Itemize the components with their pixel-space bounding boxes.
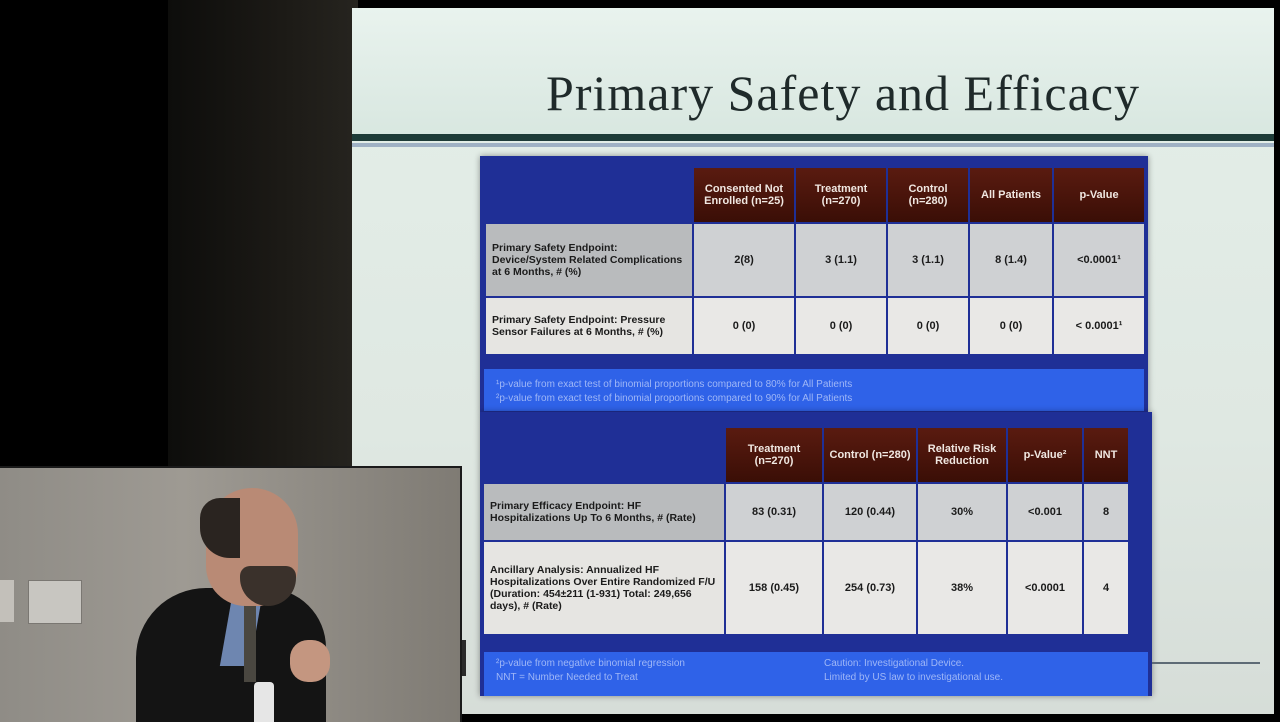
- footnote: ²p-value from exact test of binomial proportions compared to 90% for All Patients: [496, 393, 853, 404]
- header-blank: [484, 428, 724, 482]
- cell: < 0.0001¹: [1054, 298, 1144, 354]
- header-treatment: Treatment (n=270): [796, 168, 886, 222]
- cell: 0 (0): [970, 298, 1052, 354]
- speaker-hand: [290, 640, 330, 682]
- header-p-value: p-Value: [1054, 168, 1144, 222]
- header-control: Control (n=280): [888, 168, 968, 222]
- row-label: Primary Safety Endpoint: Device/System Related Complications at 6 Months, # (%): [486, 224, 692, 296]
- cell: 38%: [918, 542, 1006, 634]
- wall-plate-left: [0, 580, 14, 622]
- bottom-rule: [1152, 662, 1260, 664]
- title-band: [352, 8, 1274, 136]
- cell: <0.0001: [1008, 542, 1082, 634]
- cell: 8: [1084, 484, 1128, 540]
- footnote: ¹p-value from exact test of binomial proportions compared to 80% for All Patients: [496, 379, 853, 390]
- cell: 3 (1.1): [796, 224, 886, 296]
- speaker-video-inset: [0, 466, 462, 722]
- water-bottle: [254, 682, 274, 722]
- table-row: [486, 298, 1144, 354]
- cell: <0.001: [1008, 484, 1082, 540]
- header-blank: [486, 168, 692, 222]
- speaker-tie: [244, 602, 256, 682]
- header-p-value: p-Value²: [1008, 428, 1082, 482]
- cell: 120 (0.44): [824, 484, 916, 540]
- header-consented: Consented Not Enrolled (n=25): [694, 168, 794, 222]
- title-rule-dark: [352, 134, 1274, 141]
- header-nnt: NNT: [1084, 428, 1128, 482]
- safety-table: [484, 166, 1146, 356]
- projection-screen: [352, 8, 1274, 714]
- cell: 4: [1084, 542, 1128, 634]
- cell: 0 (0): [888, 298, 968, 354]
- header-rrr: Relative Risk Reduction: [918, 428, 1006, 482]
- auditorium-wall: [168, 0, 358, 470]
- safety-footnotes: [484, 369, 1144, 411]
- table-row: [486, 224, 1144, 296]
- efficacy-footnotes: [484, 652, 1148, 696]
- row-label: Primary Safety Endpoint: Pressure Sensor Failures at 6 Months, # (%): [486, 298, 692, 354]
- footnote: ²p-value from negative binomial regression: [496, 658, 685, 669]
- cell: 254 (0.73): [824, 542, 916, 634]
- footnote: NNT = Number Needed to Treat: [496, 672, 638, 683]
- cell: 83 (0.31): [726, 484, 822, 540]
- cell: 2(8): [694, 224, 794, 296]
- table-row: [484, 542, 1128, 634]
- cell: <0.0001¹: [1054, 224, 1144, 296]
- cell: 30%: [918, 484, 1006, 540]
- safety-table-panel: [480, 156, 1148, 412]
- efficacy-table-panel: [480, 412, 1152, 696]
- cell: 158 (0.45): [726, 542, 822, 634]
- cell: 0 (0): [796, 298, 886, 354]
- row-label: Primary Efficacy Endpoint: HF Hospitalizations Up To 6 Months, # (Rate): [484, 484, 724, 540]
- caution-note: Limited by US law to investigational use.: [824, 672, 1003, 683]
- header-all-patients: All Patients: [970, 168, 1052, 222]
- wall-switch-plate: [28, 580, 82, 624]
- cell: 0 (0): [694, 298, 794, 354]
- cell: 3 (1.1): [888, 224, 968, 296]
- header-control: Control (n=280): [824, 428, 916, 482]
- cell: 8 (1.4): [970, 224, 1052, 296]
- efficacy-table: [482, 426, 1130, 636]
- slide-title: Primary Safety and Efficacy: [546, 65, 1140, 121]
- title-rule-light: [352, 143, 1274, 147]
- row-label: Ancillary Analysis: Annualized HF Hospitalizations Over Entire Randomized F/U (Duration: 454±211 (1-931) Total: 249,656 days), # (Rate): [484, 542, 724, 634]
- caution-note: Caution: Investigational Device.: [824, 658, 965, 669]
- header-treatment: Treatment (n=270): [726, 428, 822, 482]
- table-row: [484, 484, 1128, 540]
